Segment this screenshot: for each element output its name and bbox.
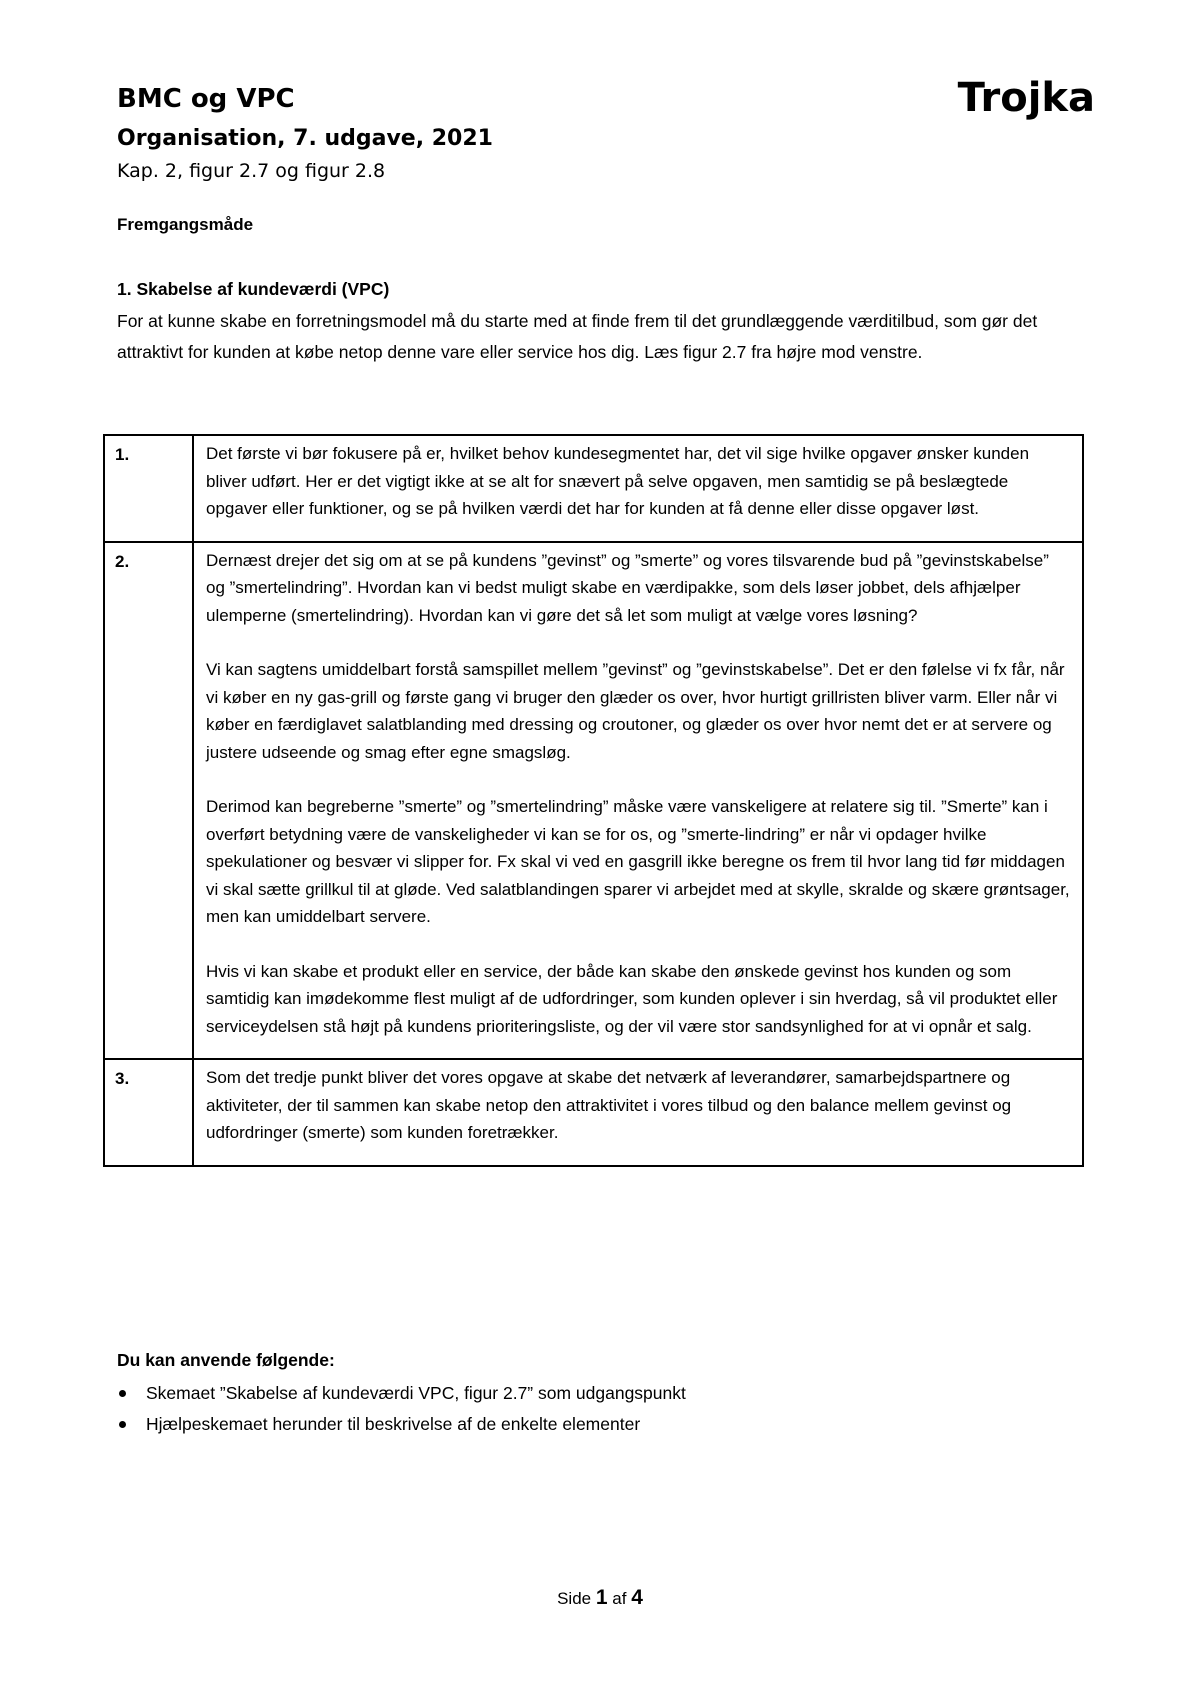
page-word: Side bbox=[557, 1589, 592, 1608]
table-row bbox=[104, 1059, 1083, 1166]
current-page-number: 1 bbox=[595, 1586, 608, 1609]
use-heading: Du kan anvende følgende: bbox=[117, 1350, 335, 1370]
of-word: af bbox=[612, 1589, 627, 1608]
chapter-reference: Kap. 2, figur 2.7 og figur 2.8 bbox=[117, 160, 386, 182]
step-paragraph: Dernæst drejer det sig om at se på kundens ”gevinst” og ”smerte” og vores tilsvarende bud på ”gevinstskabelse” og ”smertelindring”. Hvordan kan vi bedst muligt skabe en værdipakke, som dels løser jobbet, dels afhjælper ulemperne (smertelindring). Hvordan kan vi gøre det så let som muligt at vælge vores løsning? bbox=[206, 550, 1049, 625]
step-paragraph: Hvis vi kan skabe et produkt eller en service, der både kan skabe den ønskede gevinst hos kunden og som samtidig kan imødekomme flest muligt af de udfordringer, som kunden oplever i sin hverdag, så vil produktet eller serviceydelsen stå højt på kundens prioriteringsliste, og der vil være stor sandsynlighed for at vi opnår et salg. bbox=[206, 961, 1058, 1036]
step-text bbox=[193, 435, 1083, 542]
brand-name: Trojka bbox=[957, 75, 1095, 121]
list-item-text: Skemaet ”Skabelse af kundeværdi VPC, figur 2.7” som udgangspunkt bbox=[146, 1383, 686, 1403]
document-subtitle: Organisation, 7. udgave, 2021 bbox=[117, 126, 493, 151]
table-row bbox=[104, 435, 1083, 542]
page-footer bbox=[0, 1586, 1200, 1610]
step-number: 3. bbox=[104, 1059, 193, 1166]
step-paragraph: Derimod kan begreberne ”smerte” og ”smertelindring” måske være vanskeligere at relatere sig til. ”Smerte” kan i overført betydning være de vanskeligheder vi kan se for os, og ”smerte-lindring” er når vi opdager hvilke spekulationer og besvær vi slipper for. Fx skal vi ved en gasgrill ikke beregne os frem til hvor lang tid før middagen vi skal sætte grillkul til at gløde. Ved salatblandingen sparer vi arbejdet med at skylle, skralde og skære grøntsager, men kan umiddelbart servere. bbox=[206, 797, 1070, 926]
method-heading: Fremgangsmåde bbox=[117, 215, 254, 234]
step-paragraph: Det første vi bør fokusere på er, hvilket behov kundesegmentet har, det vil sige hvilke opgaver ønsker kunden bliver udført. Her er det vigtigt ikke at se alt for snævert på selve opgaven, men samtidig se på beslægtede opgaver eller funktioner, og se på hvilken værdi det har for kunden at få denne eller disse opgaver løst. bbox=[206, 444, 1030, 518]
section-intro: For at kunne skabe en forretningsmodel må du starte med at finde frem til det grundlæggende værditilbud, som gør det attraktivt for kunden at købe netop denne vare eller service hos dig. Læs figur 2.7 fra højre mod venstre. bbox=[117, 311, 1038, 362]
bullet-icon bbox=[119, 1390, 126, 1397]
total-pages-number: 4 bbox=[631, 1586, 643, 1609]
list-item bbox=[117, 1378, 686, 1409]
step-number: 2. bbox=[104, 542, 193, 1060]
list-item-text: Hjælpeskemaet herunder til beskrivelse af de enkelte elementer bbox=[146, 1414, 641, 1434]
bullet-icon bbox=[119, 1421, 126, 1428]
steps-table bbox=[103, 434, 1084, 1167]
section-heading: 1. Skabelse af kundeværdi (VPC) bbox=[117, 279, 390, 299]
step-paragraph: Vi kan sagtens umiddelbart forstå samspillet mellem ”gevinst” og ”gevinstskabelse”. Det er den følelse vi fx får, når vi køber en ny gas-grill og første gang vi bruger den glæder os over, hvor hurtigt grillristen bliver varm. Eller når vi køber en færdiglavet salatblanding med dressing og croutoner, og glæder os over hvor nemt det er at servere og justere udseende og smag efter egne smagsløg. bbox=[206, 660, 1065, 762]
table-row bbox=[104, 542, 1083, 1060]
step-number: 1. bbox=[104, 435, 193, 542]
step-text bbox=[193, 542, 1083, 1060]
use-list bbox=[117, 1378, 686, 1440]
document-title: BMC og VPC bbox=[117, 84, 295, 114]
list-item bbox=[117, 1409, 686, 1440]
step-paragraph: Som det tredje punkt bliver det vores opgave at skabe det netværk af leverandører, samarbejdspartnere og aktiviteter, der til sammen kan skabe netop den attraktivitet i vores tilbud og den balance mellem gevinst og udfordringer (smerte) som kunden foretrækker. bbox=[206, 1068, 1012, 1142]
step-text bbox=[193, 1059, 1083, 1166]
